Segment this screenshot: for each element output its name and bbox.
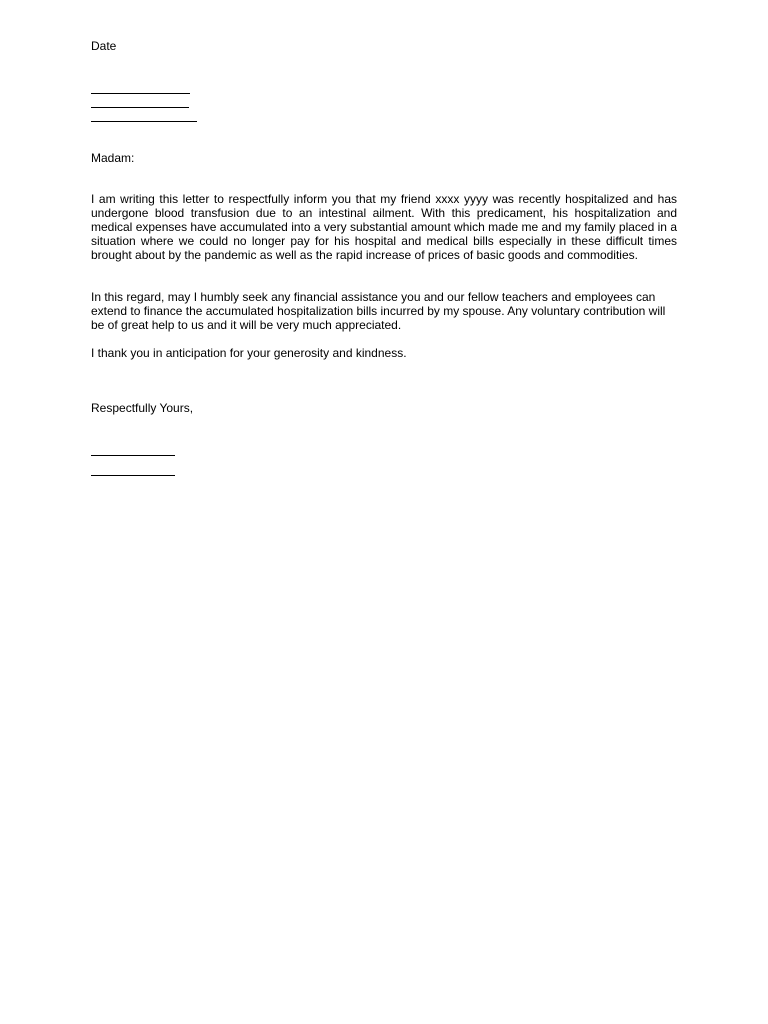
closing: Respectfully Yours, <box>91 401 194 415</box>
recipient-name-blank <box>91 93 190 94</box>
body-paragraph-2: In this regard, may I humbly seek any financial assistance you and our fellow teachers and employees can extend to finance the accumulated hospitalization bills incurred by my spouse. Any voluntary contribution will be of great help to us and it will be very much appreciated. <box>91 290 666 332</box>
recipient-position-blank <box>91 107 189 108</box>
date-label: Date <box>91 39 117 53</box>
recipient-address-blank <box>91 121 197 122</box>
signature-blank <box>91 455 175 456</box>
body-paragraph-1: I am writing this letter to respectfully inform you that my friend xxxx yyyy was recently hospitalized and has undergone blood transfusion due to an intestinal ailment. With this predicament, his hospitalization and medical expenses have accumulated into a very substantial amount which made me and my family placed in a situation where we could no longer pay for his hospital and medical bills especially in these difficult times brought about by the pandemic as well as the rapid increase of prices of basic goods and commodities. <box>91 192 677 262</box>
signer-name-blank <box>91 475 175 476</box>
body-paragraph-3: I thank you in anticipation for your generosity and kindness. <box>91 346 407 360</box>
salutation: Madam: <box>91 151 135 165</box>
